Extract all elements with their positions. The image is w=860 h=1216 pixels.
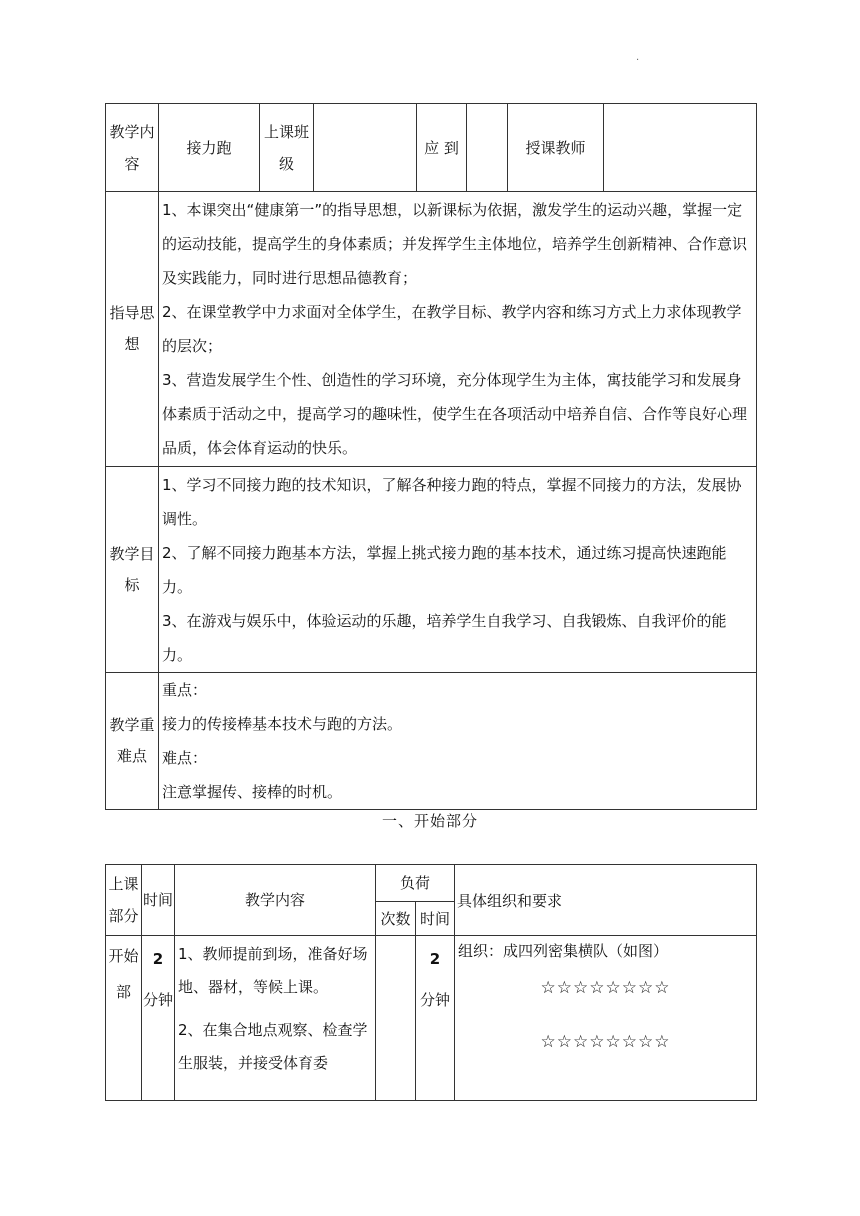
header-part: 上课部分 (106, 865, 142, 936)
row-content (175, 936, 376, 1101)
row-load-time-value: 2 (429, 950, 441, 968)
formation-row-1: ☆☆☆☆☆☆☆☆ (540, 978, 671, 998)
objectives-row (106, 467, 757, 673)
expected-label: 应 到 (417, 104, 467, 192)
difficulty-text: 注意掌握传、接棒的时机。 (162, 783, 343, 801)
lesson-plan-table (105, 864, 757, 1101)
difficulty-title: 难点： (162, 749, 208, 767)
row-count (376, 936, 416, 1101)
lesson-info-table (105, 103, 757, 810)
header-load-time: 时间 (416, 902, 455, 936)
formation-row-2: ☆☆☆☆☆☆☆☆ (540, 1032, 671, 1052)
header-organization: 具体组织和要求 (455, 865, 757, 936)
organization-title: 组织：成四列密集横队（如图） (458, 942, 669, 960)
guiding-row (106, 192, 757, 467)
focus-title: 重点： (162, 681, 208, 699)
guiding-paragraph-1: 1、本课突出“健康第一”的指导思想，以新课标为依据，激发学生的运动兴趣，掌握一定的运动技能，提高学生的身体素质；并发挥学生主体地位，培养学生创新精神、合作意识及实践能力，同时进行思想品德教育； (162, 201, 748, 287)
header-time: 时间 (142, 865, 175, 936)
guiding-paragraph-3: 3、营造发展学生个性、创造性的学习环境，充分体现学生为主体，寓技能学习和发展身体素质于活动之中，提高学习的趣味性，使学生在各项活动中培养自信、合作等良好心理品质，体会体育运动的快乐。 (162, 371, 748, 457)
header-count: 次数 (376, 902, 416, 936)
guiding-paragraph-2: 2、在课堂教学中力求面对全体学生，在教学目标、教学内容和练习方式上力求体现教学的层次； (162, 303, 742, 355)
lesson-header-row-1 (106, 865, 757, 902)
row-part: 开始部 (106, 936, 142, 1101)
section-heading: 一、开始部分 (381, 812, 478, 830)
teacher-label: 授课教师 (508, 104, 604, 192)
row-time-unit: 分钟 (142, 991, 173, 1009)
info-row-header (106, 104, 757, 192)
objective-1: 1、学习不同接力跑的技术知识，了解各种接力跑的特点，掌握不同接力的方法，发展协调性。 (162, 475, 742, 528)
content-label: 教学内容 (106, 104, 159, 192)
focus-text: 接力的传接棒基本技术与跑的方法。 (162, 715, 403, 733)
header-content: 教学内容 (175, 865, 376, 936)
row-organization (455, 936, 757, 1101)
teacher-value (604, 104, 757, 192)
row-content-item-2: 2、在集合地点观察、检查学生服装，并接受体育委 (178, 1021, 368, 1072)
key-points-content (159, 673, 757, 810)
page-marker: · (636, 55, 640, 66)
key-points-label: 教学重难点 (106, 673, 159, 810)
row-time (142, 936, 175, 1101)
class-label: 上课班级 (260, 104, 314, 192)
row-load-time-unit: 分钟 (420, 991, 451, 1009)
expected-value (467, 104, 508, 192)
content-value: 接力跑 (159, 104, 260, 192)
objectives-content (159, 467, 757, 673)
header-load: 负荷 (376, 865, 455, 902)
key-points-row (106, 673, 757, 810)
objective-2: 2、了解不同接力跑基本方法，掌握上挑式接力跑的基本技术，通过练习提高快速跑能力。 (162, 543, 727, 596)
guiding-content (159, 192, 757, 467)
row-time-value: 2 (152, 950, 164, 968)
row-load-time (416, 936, 455, 1101)
guiding-label: 指导思想 (106, 192, 159, 467)
objective-3: 3、在游戏与娱乐中，体验运动的乐趣，培养学生自我学习、自我锻炼、自我评价的能力。 (162, 611, 727, 664)
lesson-row-start (106, 936, 757, 1101)
class-value (314, 104, 417, 192)
objectives-label: 教学目标 (106, 467, 159, 673)
row-content-item-1: 1、教师提前到场，准备好场地、器材，等候上课。 (178, 945, 368, 996)
